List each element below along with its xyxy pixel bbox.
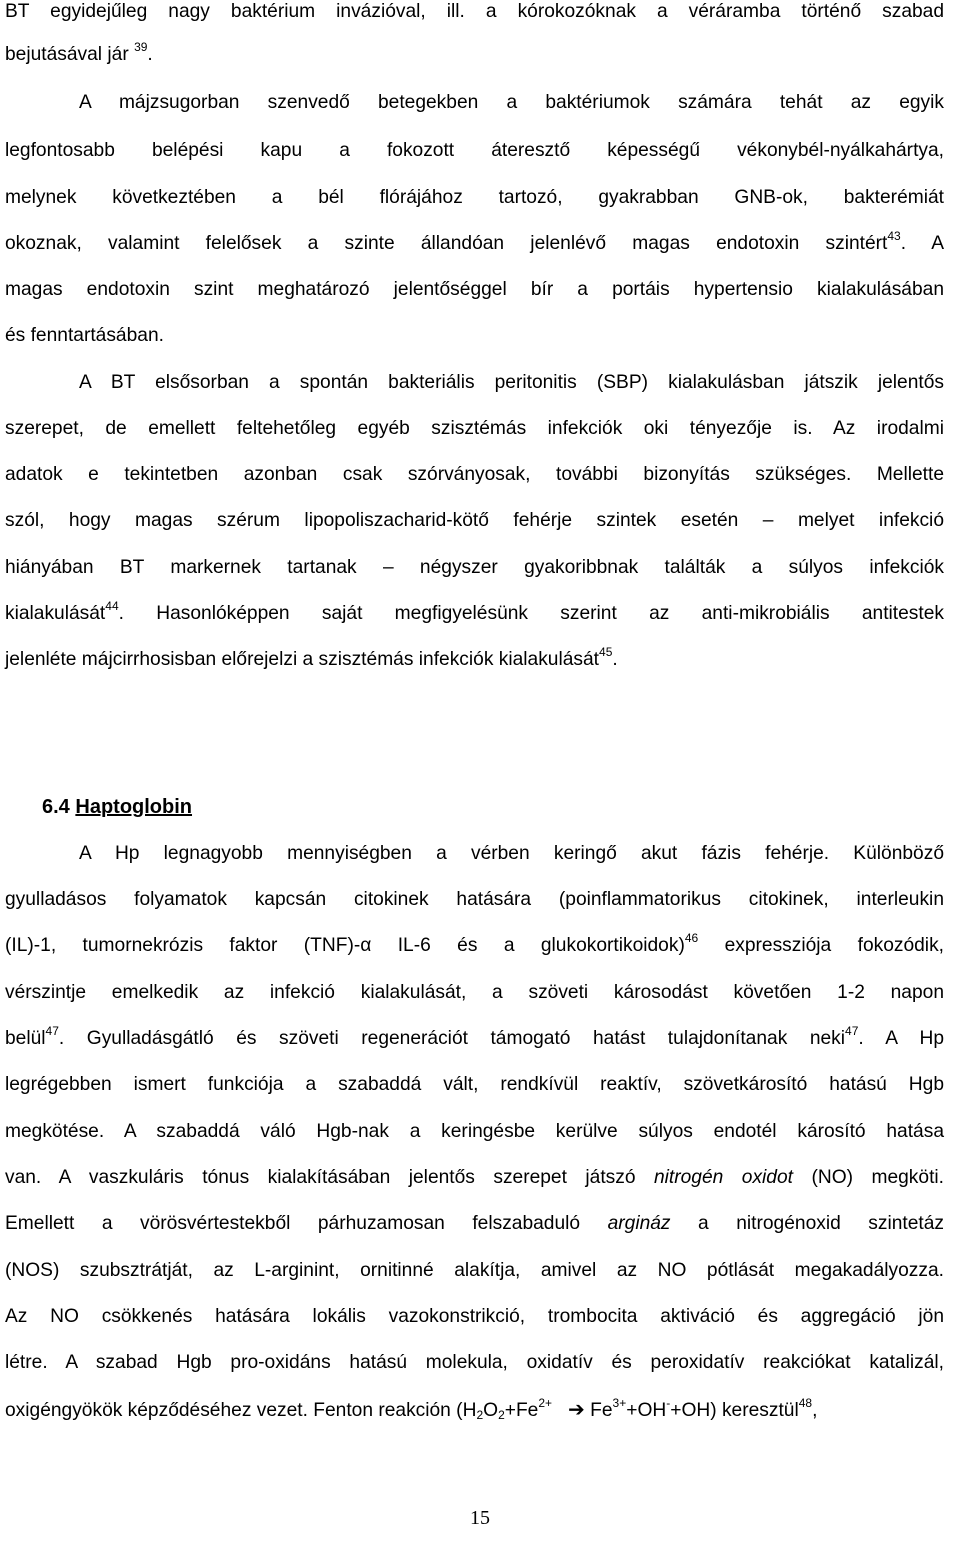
text-line: gyulladásos folyamatok kapcsán citokinek hatására (poinflammatorikus citokinek, interleukin xyxy=(5,889,944,910)
page-number: 15 xyxy=(470,1507,490,1529)
text-line: szerepet, de emellett feltehetőleg egyéb szisztémás infekciók oki tényezője is. Az irodalmi xyxy=(5,418,944,439)
text-line: kialakulását$^{44}$. Hasonlóképpen saját megfigyelésünk szerint az anti-mikrobiális antitestek xyxy=(5,599,944,624)
citation-ref: 46 xyxy=(684,931,699,945)
section-heading: 6.4 Haptoglobin xyxy=(42,796,193,818)
text-line: adatok e tekintetben azonban csak szórványosak, további bizonyítás szükséges. Mellette xyxy=(5,464,944,485)
text-line: okoznak, valamint felelősek a szinte állandóan jelenlévő magas endotoxin szintért$^{43}$. A xyxy=(5,229,945,254)
italic-term: argináz xyxy=(607,1213,671,1234)
text-line: megkötése. A szabaddá váló Hgb-nak a keringésbe kerülve súlyos endotél károsító hatása xyxy=(5,1121,944,1142)
citation-ref: 44 xyxy=(105,599,119,613)
text-line: legrégebben ismert funkciója a szabaddá vált, rendkívül reaktív, szövetkárosító hatású Hgb xyxy=(5,1074,944,1095)
italic-term: nitrogén oxidot xyxy=(653,1167,793,1188)
citation-ref: 47 xyxy=(45,1024,59,1038)
citation-ref: 47 xyxy=(845,1024,859,1038)
text-line: A Hp legnagyobb mennyiségben a vérben keringő akut fázis fehérje. Különböző xyxy=(79,843,944,864)
text-line: és fenntartásában. xyxy=(5,325,164,346)
text-line: bejutásával jár $^{39}$. xyxy=(5,40,153,65)
text-line: A BT elsősorban a spontán bakteriális peritonitis (SBP) kialakulásban játszik jelentős xyxy=(79,372,944,393)
text-line: (IL)-1, tumornekrózis faktor (TNF)-α IL-6 és a glukokortikoidok)$^{46}$ expressziója fokozódik, xyxy=(5,931,944,956)
citation-ref: 39 xyxy=(134,40,148,54)
citation-ref: 48 xyxy=(798,1396,813,1410)
text-line-fenton: oxigéngyökök képződéséhez vezet. Fenton reakción ($H_2O_2+Fe^{2+}$ ➔ $Fe^{3+}+OH^-+OH$) keresztül$^{48}$, xyxy=(5,1393,944,1427)
text-line: jelenléte májcirrhosisban előrejelzi a szisztémás infekciók kialakulását$^{45}$. xyxy=(5,645,618,670)
text-line: vérszintje emelkedik az infekció kialakulását, a szöveti károsodást követően 1-2 napon xyxy=(5,982,944,1003)
text-line: van. A vaszkuláris tónus kialakításában jelentős szerepet játszó nitrogén oxidot (NO) megköti. xyxy=(5,1167,944,1188)
reaction-arrow-icon: ➔ xyxy=(568,1399,585,1421)
text-line: Emellett a vörösvértestekből párhuzamosan felszabaduló argináz a nitrogénoxid szintetáz xyxy=(5,1213,944,1234)
text-line: belül$^{47}$. Gyulladásgátló és szöveti regenerációt támogató hatást tulajdonítanak neki$^{47}$. A Hp xyxy=(5,1024,944,1049)
text-line: magas endotoxin szint meghatározó jelentőséggel bír a portáis hypertensio kialakulásában xyxy=(5,279,944,300)
text-line: BT egyidejűleg nagy baktérium invázióval, ill. a kórokozóknak a véráramba történő szabad xyxy=(5,1,944,22)
citation-ref: 43 xyxy=(887,229,901,243)
citation-ref: 45 xyxy=(599,645,613,659)
text-line: Az NO csökkenés hatására lokális vazokonstrikció, trombocita aktiváció és aggregáció jön xyxy=(5,1306,944,1327)
text-line: létre. A szabad Hgb pro-oxidáns hatású molekula, oxidatív és peroxidatív reakciókat katalizál, xyxy=(5,1352,944,1373)
text-line: A májzsugorban szenvedő betegekben a baktériumok számára tehát az egyik xyxy=(79,92,944,113)
text-line: melynek következtében a bél flórájához tartozó, gyakrabban GNB-ok, bakterémiát xyxy=(5,187,944,208)
text-line: (NOS) szubsztrátját, az L-arginint, ornitinné alakítja, amivel az NO pótlását megakadályozza. xyxy=(5,1260,944,1281)
text-line: szól, hogy magas szérum lipopoliszacharid-kötő fehérje szintek esetén – melyet infekció xyxy=(5,510,944,531)
text-line: legfontosabb belépési kapu a fokozott áteresztő képességű vékonybél-nyálkahártya, xyxy=(5,140,944,161)
section-title: Haptoglobin xyxy=(75,796,193,818)
text-line: hiányában BT markernek tartanak – négyszer gyakoribbnak találták a súlyos infekciók xyxy=(5,557,944,578)
